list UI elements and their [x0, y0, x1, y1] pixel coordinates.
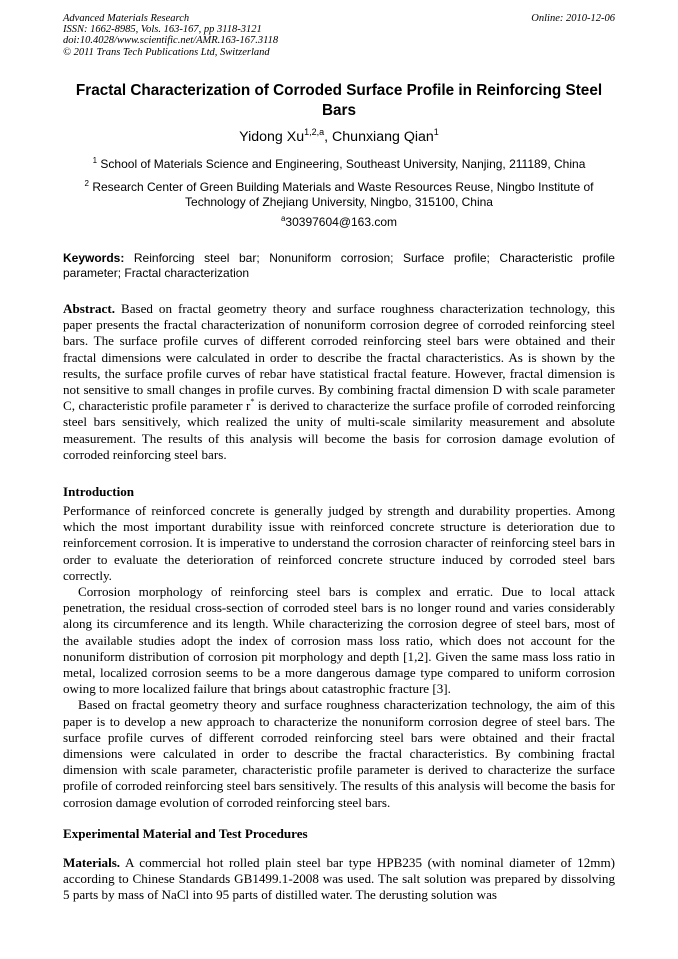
affiliation-2 [63, 180, 615, 210]
journal-header [63, 13, 615, 58]
abstract-text-b: is derived to characterize the surface profile of corroded reinforcing steel bars sensitively, which realized the unity of multi-scale similarity measurement and absolute measurement. The results of this analysis will become the basis for corrosion damage evolution of corroded reinforcing steel bars. [63, 398, 615, 462]
author-1-affiliation-mark: 1,2,a [304, 127, 325, 137]
keywords-label: Keywords: [63, 251, 125, 265]
issn-line: ISSN: 1662-8985, Vols. 163-167, pp 3118-3121 [63, 24, 262, 36]
materials-text: A commercial hot rolled plain steel bar type HPB235 (with nominal diameter of 12mm) according to Chinese Standards GB1499.1-2008 was used. The salt solution was prepared by dissolving 5 parts by mass of NaCl into 95 parts of distilled water. The derusting solution was [63, 855, 615, 903]
author-line [60, 128, 618, 146]
introduction-heading: Introduction [63, 484, 135, 499]
experimental-heading: Experimental Material and Test Procedures [63, 826, 308, 841]
author-separator: , [324, 129, 333, 145]
doi-line: doi:10.4028/www.scientific.net/AMR.163-167.3118 [63, 35, 279, 47]
materials-label: Materials. [63, 855, 121, 870]
affiliation-1-mark: 1 [92, 156, 98, 165]
keywords-text: Reinforcing steel bar; Nonuniform corrosion; Surface profile; Characteristic profile parameter; Fractal characterization [63, 251, 615, 280]
affiliation-1 [63, 157, 615, 172]
intro-paragraph-2: Corrosion morphology of reinforcing steel bars is complex and erratic. Due to local attack penetration, the residual cross-section of corroded steel bars is no longer round and varies considerably along its circumference and its length. While characterizing the corrosion degree of steel bars, most of the available studies adopt the index of corrosion mass loss ratio, which does not account for the nonuniform distribution of corrosion pit morphology and depth [1,2]. Given the same mass loss ratio in metal, localized corrosion seems to be a more dangerous damage type compared to uniform corrosion owing to more localized failure that brings about catastrophic fracture [3]. [63, 584, 615, 697]
materials-paragraph [63, 855, 615, 904]
author-1: Yidong Xu [239, 129, 305, 145]
keywords [63, 251, 615, 281]
journal-name: Advanced Materials Research [63, 13, 190, 24]
email-address: 30397604@163.com [285, 215, 398, 229]
email-line [63, 215, 615, 230]
author-2: Chunxiang Qian [332, 129, 434, 145]
intro-paragraph-3: Based on fractal geometry theory and surface roughness characterization technology, the aim of this paper is to develop a new approach to characterize the nonuniform corrosion degree of steel bars. The surface profile curves of different corroded reinforcing steel bars were obtained and their fractal dimensions were calculated in order to describe the fractal characteristics. By combining fractal dimension with scale parameter, characteristic profile parameter is derived to characterize the surface profile of corroded reinforcing steel bars sensitively. The results of this analysis will become the basis for corrosion damage evolution of corroded reinforcing steel bars. [63, 697, 615, 810]
abstract-text-a: Based on fractal geometry theory and surface roughness characterization technology, this paper presents the fractal characterization of nonuniform corrosion degree of corroded reinforcing steel bars. The surface profile curves of different corroded reinforcing steel bars were obtained and their fractal dimensions were calculated in order to describe the fractal characteristics. As is shown by the results, the surface profile curves of rebar have statistical fractal feature. However, fractal dimension is not sensitive to small changes in profile curves. By combining fractal dimension D with scale parameter C, characteristic profile parameter r [63, 301, 615, 414]
abstract-superscript: * [250, 397, 255, 407]
online-date: Online: 2010-12-06 [531, 13, 615, 24]
affiliation-2-text: Research Center of Green Building Materials and Waste Resources Reuse, Ningbo Institute of Technology of Zhejiang University, Ningbo, 315100, China [92, 180, 594, 209]
introduction-body [63, 503, 615, 811]
paper-title: Fractal Characterization of Corroded Surface Profile in Reinforcing Steel Bars [75, 82, 603, 119]
abstract-label: Abstract. [63, 301, 115, 316]
copyright-line: © 2011 Trans Tech Publications Ltd, Switzerland [63, 46, 270, 58]
affiliation-2-mark: 2 [84, 179, 89, 188]
author-2-affiliation-mark: 1 [433, 127, 439, 137]
intro-paragraph-1: Performance of reinforced concrete is generally judged by strength and durability properties. Among which the most important durability issue with reinforced concrete structure is deterioration due to reinforcement corrosion. It is imperative to understand the corrosion character of reinforcing steel bars in order to evaluate the deterioration of reinforced concrete structure induced by corroded steel bars correctly. [63, 503, 615, 583]
email-mark: a [280, 214, 286, 223]
abstract [63, 301, 615, 463]
affiliation-1-text: School of Materials Science and Engineering, Southeast University, Nanjing, 211189, China [100, 157, 586, 171]
